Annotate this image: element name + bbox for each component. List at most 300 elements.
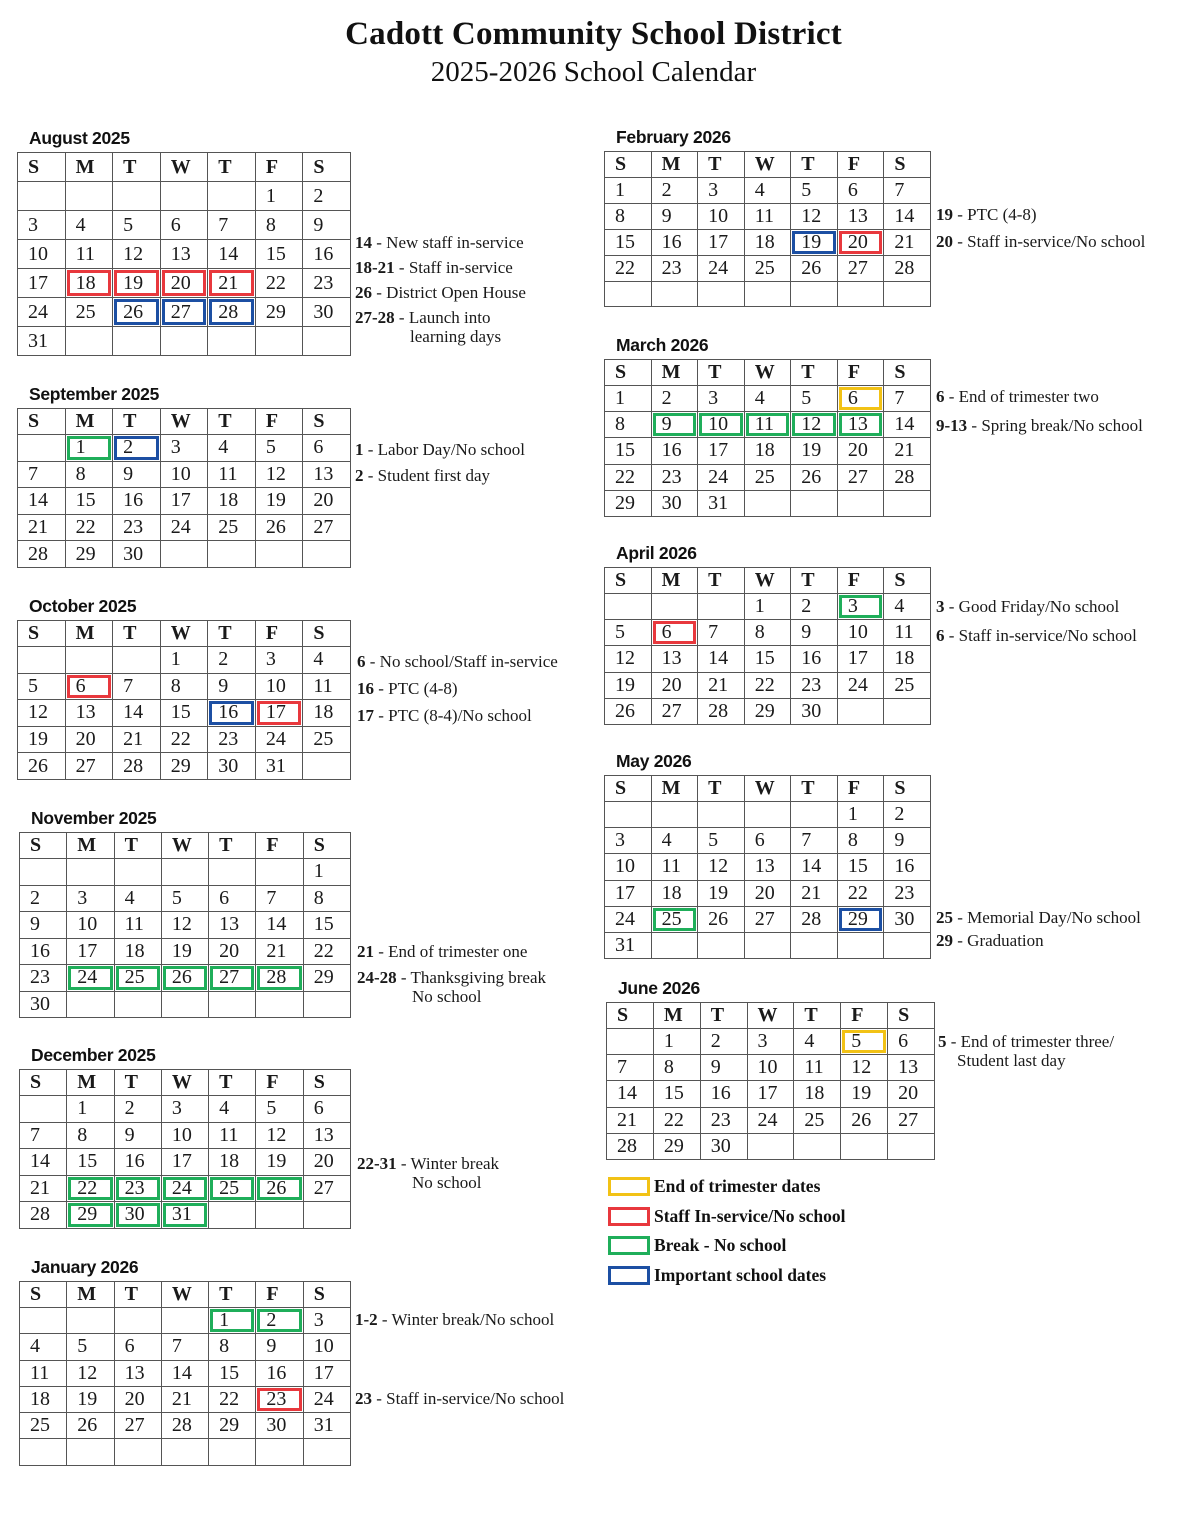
weekday-header: W: [744, 568, 791, 594]
calendar-grid: [17, 620, 351, 780]
day-cell: 2: [113, 435, 161, 462]
day-cell: 12: [605, 646, 652, 672]
highlight-blue: [114, 436, 159, 460]
calendar-grid: [604, 359, 931, 517]
event-date: 20: [936, 232, 953, 251]
day-cell: 10: [837, 620, 884, 646]
week-row: [20, 1413, 351, 1439]
highlight-green: [792, 413, 836, 436]
day-cell: 21: [161, 1386, 208, 1412]
legend-label: End of trimester dates: [654, 1176, 821, 1197]
event-date: 6: [936, 626, 945, 645]
month-title: November 2025: [31, 808, 157, 828]
empty-cell: [744, 490, 791, 516]
day-cell: 15: [653, 1081, 700, 1107]
empty-cell: [698, 281, 745, 307]
empty-cell: [67, 1439, 114, 1465]
empty-cell: [161, 1308, 208, 1334]
empty-cell: [651, 281, 698, 307]
day-cell: 24: [18, 298, 66, 327]
month-title: October 2025: [29, 596, 137, 616]
week-row: [18, 298, 351, 327]
weekday-header: F: [837, 568, 884, 594]
weekday-header: T: [791, 360, 838, 386]
day-cell: 18: [209, 1149, 256, 1176]
day-cell: 16: [700, 1081, 747, 1107]
day-cell: 27: [651, 698, 698, 724]
day-cell: 23: [791, 672, 838, 698]
empty-cell: [113, 327, 161, 356]
day-cell: 24: [747, 1107, 794, 1133]
day-cell: 23: [256, 1386, 303, 1412]
week-row: [20, 991, 351, 1018]
day-cell: 17: [605, 880, 652, 906]
weekday-header: S: [303, 621, 351, 647]
event-note: [355, 1310, 554, 1330]
empty-cell: [20, 859, 67, 886]
day-cell: 27: [209, 965, 256, 992]
event-note: [938, 1032, 1114, 1069]
empty-cell: [791, 802, 838, 828]
day-cell: 16: [113, 488, 161, 515]
week-row: [20, 965, 351, 992]
day-cell: 18: [20, 1386, 67, 1412]
day-cell: 1: [605, 386, 652, 412]
day-cell: 22: [837, 880, 884, 906]
empty-cell: [113, 647, 161, 674]
week-row: [20, 912, 351, 939]
day-cell: 3: [698, 178, 745, 204]
empty-cell: [256, 859, 303, 886]
event-text: - End of trimester one: [374, 942, 528, 961]
empty-cell: [208, 182, 256, 211]
weekday-header-row: [605, 776, 931, 802]
week-row: [605, 594, 931, 620]
week-row: [18, 514, 351, 541]
empty-cell: [303, 1202, 350, 1229]
weekday-header: W: [744, 776, 791, 802]
week-row: [18, 700, 351, 727]
empty-cell: [744, 281, 791, 307]
highlight-green: [68, 966, 112, 990]
empty-cell: [651, 594, 698, 620]
empty-cell: [303, 541, 351, 568]
day-cell: 17: [160, 488, 208, 515]
day-cell: 5: [113, 211, 161, 240]
day-cell: 10: [255, 673, 303, 700]
weekday-header: S: [18, 153, 66, 182]
day-cell: 16: [651, 229, 698, 255]
day-cell: 25: [884, 672, 931, 698]
day-cell: 7: [884, 178, 931, 204]
empty-cell: [208, 541, 256, 568]
day-cell: 22: [303, 938, 350, 965]
day-cell: 29: [837, 906, 884, 932]
empty-cell: [209, 1439, 256, 1465]
day-cell: 4: [20, 1334, 67, 1360]
weekday-header: T: [113, 153, 161, 182]
day-cell: 20: [888, 1081, 935, 1107]
week-row: [18, 488, 351, 515]
day-cell: 14: [256, 912, 303, 939]
day-cell: 3: [605, 828, 652, 854]
event-text: - Labor Day/No school: [363, 440, 525, 459]
day-cell: 18: [794, 1081, 841, 1107]
event-note: [357, 706, 532, 726]
day-cell: 5: [605, 620, 652, 646]
day-cell: 19: [841, 1081, 888, 1107]
day-cell: 26: [255, 514, 303, 541]
calendar-grid: [604, 567, 931, 725]
day-cell: 1: [65, 435, 113, 462]
day-cell: 3: [747, 1029, 794, 1055]
highlight-green: [257, 966, 301, 990]
day-cell: 31: [255, 753, 303, 780]
day-cell: 14: [791, 854, 838, 880]
day-cell: 19: [791, 438, 838, 464]
week-row: [20, 1308, 351, 1334]
day-cell: 8: [209, 1334, 256, 1360]
empty-cell: [791, 490, 838, 516]
day-cell: 23: [303, 269, 351, 298]
day-cell: 7: [607, 1055, 654, 1081]
day-cell: 30: [791, 698, 838, 724]
day-cell: 14: [698, 646, 745, 672]
event-text: - End of trimester two: [944, 387, 1099, 406]
empty-cell: [208, 327, 256, 356]
day-cell: 13: [837, 412, 884, 438]
day-cell: 22: [605, 464, 652, 490]
weekday-header: T: [209, 1282, 256, 1308]
event-date: 14: [355, 233, 372, 252]
weekday-header: S: [18, 621, 66, 647]
highlight-green: [163, 966, 207, 990]
day-cell: 2: [256, 1308, 303, 1334]
highlight-green: [163, 1177, 207, 1201]
day-cell: 24: [698, 255, 745, 281]
day-cell: 7: [113, 673, 161, 700]
empty-cell: [18, 647, 66, 674]
week-row: [605, 854, 931, 880]
day-cell: 13: [209, 912, 256, 939]
day-cell: 25: [744, 255, 791, 281]
weekday-header: S: [20, 1070, 67, 1096]
empty-cell: [256, 1439, 303, 1465]
highlight-blue: [839, 908, 883, 931]
day-cell: 6: [837, 386, 884, 412]
event-date: 17: [357, 706, 374, 725]
day-cell: 14: [607, 1081, 654, 1107]
day-cell: 6: [744, 828, 791, 854]
day-cell: 21: [884, 229, 931, 255]
highlight-red: [114, 270, 159, 296]
weekday-header: F: [841, 1003, 888, 1029]
legend-item-staff-inservice: [608, 1202, 846, 1232]
event-date: 26: [355, 283, 372, 302]
week-row: [18, 240, 351, 269]
day-cell: 17: [747, 1081, 794, 1107]
day-cell: 17: [303, 1360, 350, 1386]
empty-cell: [18, 182, 66, 211]
week-row: [605, 802, 931, 828]
event-date: 16: [357, 679, 374, 698]
day-cell: 23: [20, 965, 67, 992]
day-cell: 18: [651, 880, 698, 906]
week-row: [20, 1149, 351, 1176]
day-cell: 22: [67, 1175, 114, 1202]
day-cell: 16: [651, 438, 698, 464]
event-text: - Spring break/No school: [967, 416, 1143, 435]
day-cell: 25: [114, 965, 161, 992]
weekday-header: W: [161, 1070, 208, 1096]
event-date: 3: [936, 597, 945, 616]
event-note: [936, 931, 1044, 951]
week-row: [607, 1055, 935, 1081]
day-cell: 29: [605, 490, 652, 516]
day-cell: 11: [651, 854, 698, 880]
day-cell: 4: [209, 1096, 256, 1123]
day-cell: 12: [255, 461, 303, 488]
day-cell: 21: [791, 880, 838, 906]
legend-item-break: [608, 1231, 846, 1261]
week-row: [18, 647, 351, 674]
day-cell: 13: [114, 1360, 161, 1386]
highlight-green: [257, 1309, 301, 1332]
event-text-continued: No school: [412, 987, 482, 1006]
weekday-header: F: [255, 621, 303, 647]
weekday-header: T: [794, 1003, 841, 1029]
highlight-red: [257, 701, 302, 725]
empty-cell: [837, 281, 884, 307]
legend-swatch-yellow: [608, 1177, 650, 1196]
weekday-header: S: [303, 409, 351, 435]
event-note: [936, 387, 1099, 407]
weekday-header: T: [791, 776, 838, 802]
day-cell: 1: [67, 1096, 114, 1123]
empty-cell: [209, 859, 256, 886]
weekday-header: W: [161, 1282, 208, 1308]
empty-cell: [18, 435, 66, 462]
empty-cell: [161, 1439, 208, 1465]
empty-cell: [209, 991, 256, 1018]
empty-cell: [607, 1029, 654, 1055]
weekday-header-row: [20, 1070, 351, 1096]
day-cell: 1: [653, 1029, 700, 1055]
weekday-header: T: [114, 1070, 161, 1096]
day-cell: 23: [208, 726, 256, 753]
day-cell: 15: [65, 488, 113, 515]
highlight-green: [839, 595, 883, 618]
event-date: 29: [936, 931, 953, 950]
day-cell: 4: [884, 594, 931, 620]
day-cell: 25: [303, 726, 351, 753]
highlight-blue: [114, 299, 159, 325]
week-row: [20, 1122, 351, 1149]
week-row: [20, 1386, 351, 1412]
day-cell: 18: [744, 438, 791, 464]
day-cell: 30: [651, 490, 698, 516]
day-cell: 31: [161, 1202, 208, 1229]
day-cell: 3: [160, 435, 208, 462]
day-cell: 11: [884, 620, 931, 646]
day-cell: 29: [303, 965, 350, 992]
week-row: [605, 178, 931, 204]
week-row: [18, 327, 351, 356]
day-cell: 13: [651, 646, 698, 672]
day-cell: 6: [837, 178, 884, 204]
weekday-header: S: [605, 152, 652, 178]
day-cell: 8: [605, 203, 652, 229]
weekday-header: M: [65, 409, 113, 435]
day-cell: 27: [303, 1175, 350, 1202]
weekday-header-row: [605, 360, 931, 386]
calendar-grid: [19, 832, 351, 1018]
day-cell: 10: [18, 240, 66, 269]
day-cell: 22: [209, 1386, 256, 1412]
weekday-header: F: [837, 152, 884, 178]
day-cell: 10: [161, 1122, 208, 1149]
week-row: [605, 620, 931, 646]
event-date: 24-28: [357, 968, 397, 987]
day-cell: 16: [884, 854, 931, 880]
day-cell: 19: [113, 269, 161, 298]
calendar-grid: [606, 1002, 935, 1160]
empty-cell: [791, 932, 838, 958]
week-row: [605, 828, 931, 854]
day-cell: 7: [256, 885, 303, 912]
day-cell: 27: [744, 906, 791, 932]
weekday-header-row: [18, 153, 351, 182]
day-cell: 5: [18, 673, 66, 700]
month-title: March 2026: [616, 335, 709, 355]
weekday-header: S: [884, 568, 931, 594]
week-row: [605, 255, 931, 281]
day-cell: 20: [303, 488, 351, 515]
day-cell: 7: [18, 461, 66, 488]
highlight-green: [163, 1203, 207, 1227]
day-cell: 27: [160, 298, 208, 327]
day-cell: 10: [698, 412, 745, 438]
week-row: [20, 1360, 351, 1386]
day-cell: 26: [791, 464, 838, 490]
event-text: - Staff in-service/No school: [372, 1389, 565, 1408]
highlight-green: [699, 413, 743, 436]
day-cell: 20: [651, 672, 698, 698]
month-title: January 2026: [31, 1257, 139, 1277]
day-cell: 8: [653, 1055, 700, 1081]
empty-cell: [67, 991, 114, 1018]
weekday-header: S: [884, 776, 931, 802]
week-row: [605, 906, 931, 932]
highlight-green: [653, 908, 697, 931]
calendar-grid: [17, 152, 351, 356]
highlight-green: [839, 413, 883, 436]
day-cell: 9: [256, 1334, 303, 1360]
event-text: - New staff in-service: [372, 233, 524, 252]
empty-cell: [837, 932, 884, 958]
day-cell: 24: [837, 672, 884, 698]
event-text: - PTC (4-8): [953, 205, 1037, 224]
weekday-header: M: [651, 152, 698, 178]
weekday-header: T: [698, 568, 745, 594]
event-text: - No school/Staff in-service: [365, 652, 558, 671]
day-cell: 12: [791, 412, 838, 438]
day-cell: 19: [67, 1386, 114, 1412]
day-cell: 21: [113, 726, 161, 753]
empty-cell: [20, 1308, 67, 1334]
day-cell: 14: [208, 240, 256, 269]
legend-label: Staff In-service/No school: [654, 1205, 846, 1226]
month-nov-2025: [19, 808, 351, 1018]
event-note: [357, 652, 558, 672]
empty-cell: [884, 932, 931, 958]
day-cell: 24: [161, 1175, 208, 1202]
week-row: [20, 1202, 351, 1229]
page-subtitle: 2025-2026 School Calendar: [430, 56, 757, 88]
event-note: [936, 205, 1037, 225]
day-cell: 20: [837, 438, 884, 464]
day-cell: 28: [113, 753, 161, 780]
month-mar-2026: [604, 335, 931, 517]
day-cell: 29: [209, 1413, 256, 1439]
event-date: 5: [938, 1032, 947, 1051]
day-cell: 24: [255, 726, 303, 753]
page-title: Cadott Community School District: [345, 16, 842, 52]
week-row: [18, 726, 351, 753]
day-cell: 27: [888, 1107, 935, 1133]
day-cell: 3: [67, 885, 114, 912]
day-cell: 8: [65, 461, 113, 488]
day-cell: 3: [303, 1308, 350, 1334]
day-cell: 26: [18, 753, 66, 780]
weekday-header: W: [161, 833, 208, 859]
weekday-header: T: [208, 409, 256, 435]
empty-cell: [884, 698, 931, 724]
day-cell: 18: [114, 938, 161, 965]
day-cell: 16: [114, 1149, 161, 1176]
month-feb-2026: [604, 127, 931, 307]
day-cell: 24: [160, 514, 208, 541]
event-text-continued: No school: [412, 1173, 482, 1192]
day-cell: 9: [651, 412, 698, 438]
day-cell: 13: [160, 240, 208, 269]
day-cell: 20: [114, 1386, 161, 1412]
day-cell: 9: [114, 1122, 161, 1149]
day-cell: 30: [113, 541, 161, 568]
calendar-grid: [604, 775, 931, 959]
event-note: [355, 466, 490, 486]
highlight-blue: [792, 231, 836, 254]
empty-cell: [744, 932, 791, 958]
month-title: May 2026: [616, 751, 692, 771]
day-cell: 5: [255, 435, 303, 462]
week-row: [18, 461, 351, 488]
day-cell: 20: [160, 269, 208, 298]
day-cell: 25: [208, 514, 256, 541]
event-date: 19: [936, 205, 953, 224]
day-cell: 30: [884, 906, 931, 932]
day-cell: 22: [255, 269, 303, 298]
day-cell: 19: [18, 726, 66, 753]
event-note: [936, 597, 1119, 617]
week-row: [20, 1439, 351, 1465]
weekday-header: F: [837, 360, 884, 386]
weekday-header-row: [607, 1003, 935, 1029]
day-cell: 22: [65, 514, 113, 541]
highlight-green: [116, 1203, 160, 1227]
day-cell: 12: [841, 1055, 888, 1081]
day-cell: 26: [841, 1107, 888, 1133]
